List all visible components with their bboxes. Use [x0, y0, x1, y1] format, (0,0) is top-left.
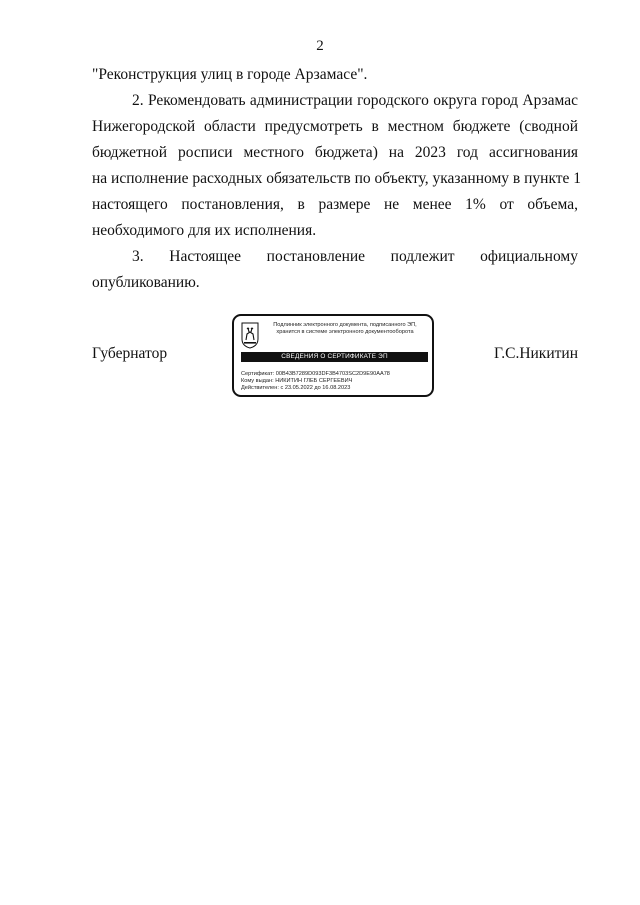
paragraph-line: "Реконструкция улиц в городе Арзамасе".	[92, 66, 368, 83]
signatory-position: Губернатор	[92, 345, 168, 362]
paragraph-line: Нижегородской области предусмотреть в местном бюджете (сводной	[92, 118, 578, 135]
paragraph-line: настоящего постановления, в размере не менее 1% от объема,	[92, 196, 578, 213]
signatory-name: Г.С.Никитин	[494, 345, 578, 362]
paragraph-line: 2. Рекомендовать администрации городского округа город Арзамас	[132, 92, 578, 109]
stamp-header: СВЕДЕНИЯ О СЕРТИФИКАТЕ ЭП	[241, 352, 428, 362]
stamp-note-line: Подлинник электронного документа, подписанного ЭП,	[273, 322, 417, 328]
electronic-signature-stamp	[232, 314, 434, 397]
stamp-certificate: Сертификат: 00B43B7289D093DF3B4703SC2D9E90AA78	[241, 371, 390, 377]
page-number: 2	[316, 38, 324, 54]
stamp-validity: Действителен: с 23.05.2022 до 16.08.2023	[241, 385, 351, 391]
paragraph-line: 3. Настоящее постановление подлежит официальному	[132, 248, 578, 265]
coat-of-arms-icon	[241, 322, 259, 349]
stamp-note	[261, 322, 429, 336]
paragraph-line: опубликованию.	[92, 274, 200, 291]
paragraph-line: необходимого для их исполнения.	[92, 222, 317, 239]
stamp-note-line: хранится в системе электронного документооборота	[276, 329, 414, 335]
paragraph-line: на исполнение расходных обязательств по объекту, указанному в пункте 1	[92, 170, 582, 187]
paragraph-line: бюджетной росписи местного бюджета) на 2023 год ассигнования	[92, 144, 578, 161]
stamp-owner: Кому выдан: НИКИТИН ГЛЕБ СЕРГЕЕВИЧ	[241, 378, 353, 384]
